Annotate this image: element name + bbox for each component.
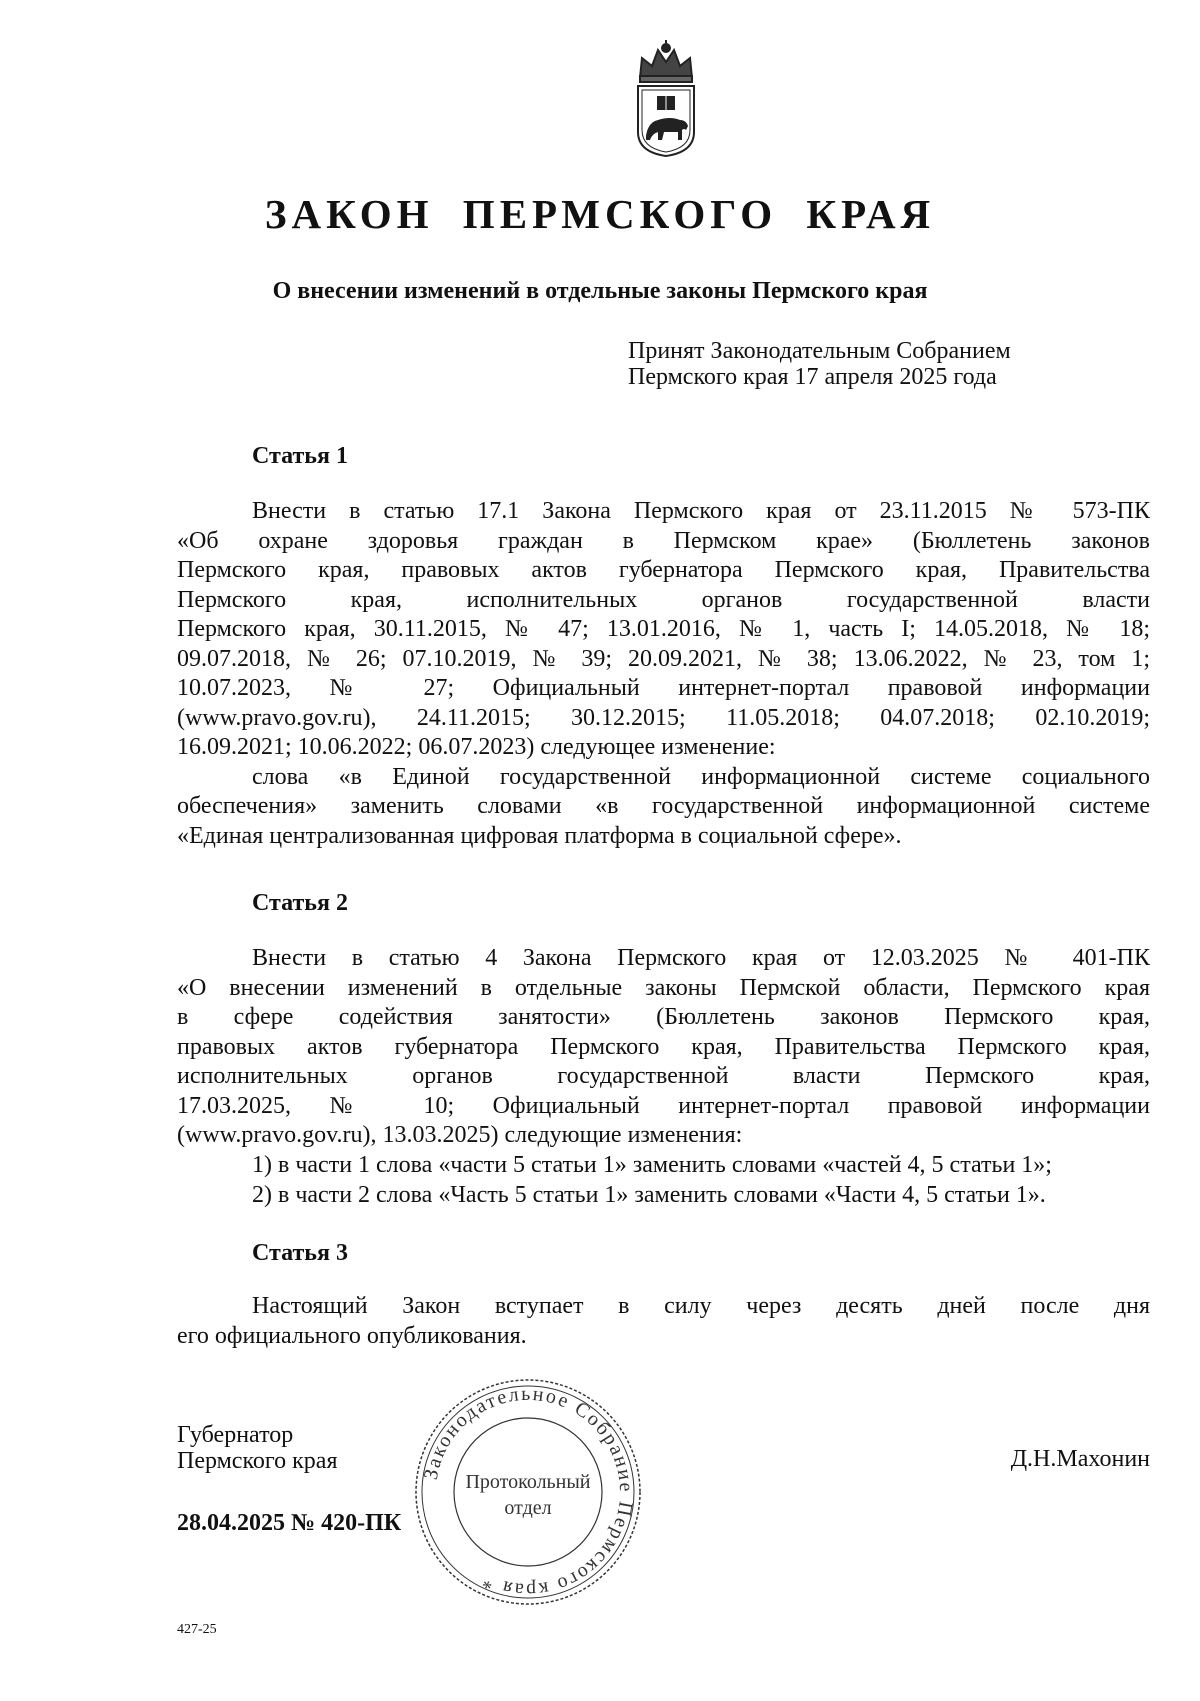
article-2-line: в сфере содействия занятости» (Бюллетень законов Пермского края, [177,1004,1150,1030]
seal-ring-text: Законодательное Собрание Пермского края * [419,1382,638,1602]
signatory-position-line-2: Пермского края [177,1448,338,1474]
document-registration-number: 427-25 [177,1622,217,1637]
article-1-line: Пермского края, исполнительных органов государственной власти [177,586,1150,613]
article-2-line: 17.03.2025, № 10; Официальный интернет-портал правовой информации [177,1092,1150,1119]
article-1-line: Пермского края, правовых актов губернатора Пермского края, Правительства [177,557,1150,583]
law-subtitle: О внесении изменений в отдельные законы Пермского края [272,278,928,304]
article-1-change-line: обеспечения» заменить словами «в государственной информационной системе [177,793,1150,819]
article-2-line: исполнительных органов государственной власти Пермского края, [177,1063,1150,1089]
article-1-line: 10.07.2023, № 27; Официальный интернет-портал правовой информации [177,675,1150,701]
article-2-line: «О внесении изменений в отдельные законы Пермской области, Пермского края [177,974,1150,1001]
article-2-line: (www.pravo.gov.ru), 13.03.2025) следующие изменения: [177,1122,743,1148]
article-1-change-line: «Единая централизованная цифровая платформа в социальной сфере». [177,822,902,849]
signatory-name: Д.Н.Махонин [1010,1446,1150,1472]
article-2-heading: Статья 2 [252,890,348,916]
article-2-item-1: 1) в части 1 слова «части 5 статьи 1» заменить словами «частей 4, 5 статьи 1»; [252,1152,1052,1178]
law-title: ЗАКОН ПЕРМСКОГО КРАЯ [264,191,936,237]
article-1-line: Внести в статью 17.1 Закона Пермского края от 23.11.2015 № 573-ПК [252,498,1150,524]
article-1-line: (www.pravo.gov.ru), 24.11.2015; 30.12.2015; 11.05.2018; 04.07.2018; 02.10.2019; [177,704,1150,731]
article-1-text [177,497,1150,851]
signatory-position [177,1422,338,1474]
article-3-text [177,1292,1150,1351]
article-2-line: Внести в статью 4 Закона Пермского края от 12.03.2025 № 401-ПК [252,945,1150,971]
article-3-line: Настоящий Закон вступает в силу через десять дней после дня [252,1293,1150,1319]
article-3-line: его официального опубликования. [177,1322,527,1349]
official-seal [408,1372,648,1612]
signatory-position-line-1: Губернатор [177,1422,294,1448]
article-1-line: 09.07.2018, № 26; 07.10.2019, № 39; 20.09.2021, № 38; 13.06.2022, № 23, том 1; [177,645,1150,672]
adoption-line-2: Пермского края 17 апреля 2025 года [628,364,997,390]
seal-center-line-1: Протокольный [465,1471,591,1493]
article-2-text [177,944,1150,1151]
law-date-number: 28.04.2025 № 420-ПК [177,1510,402,1536]
article-2-item-2: 2) в части 2 слова «Часть 5 статьи 1» заменить словами «Части 4, 5 статьи 1». [252,1182,1046,1208]
article-2-line: правовых актов губернатора Пермского края, Правительства Пермского края, [177,1033,1150,1060]
adoption-line-1: Принят Законодательным Собранием [628,338,1011,364]
perm-krai-coat-of-arms-icon [628,40,704,158]
article-1-heading: Статья 1 [252,443,348,469]
adoption-note [628,338,1011,390]
article-1-change-line: слова «в Единой государственной информационной системе социального [252,763,1150,790]
article-1-line: Пермского края, 30.11.2015, № 47; 13.01.2016, № 1, часть I; 14.05.2018, № 18; [177,616,1150,642]
article-1-line: 16.09.2021; 10.06.2022; 06.07.2023) следующее изменение: [177,734,776,760]
article-3-heading: Статья 3 [252,1240,348,1266]
seal-center-line-2: отдел [504,1497,552,1519]
article-1-line: «Об охране здоровья граждан в Пермском крае» (Бюллетень законов [177,527,1150,554]
